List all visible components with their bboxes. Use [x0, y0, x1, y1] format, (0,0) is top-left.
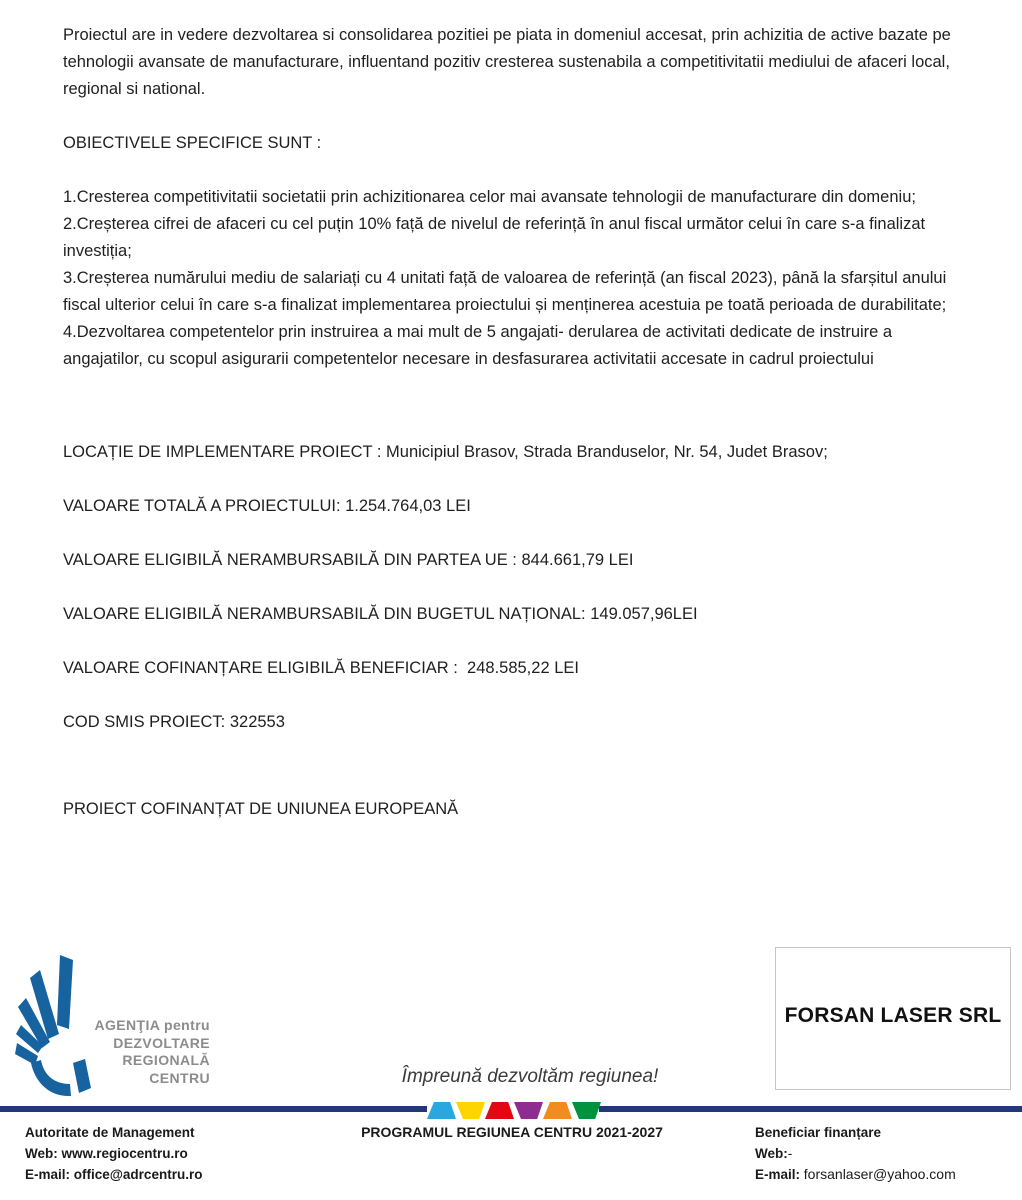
- management-authority-web: Web: www.regiocentru.ro: [25, 1146, 188, 1161]
- ribbon-trapezoid: [485, 1102, 514, 1119]
- total-value-line: VALOARE TOTALĂ A PROIECTULUI: 1.254.764,03 LEI: [63, 497, 471, 515]
- adr-logo-line3: REGIONALĂ: [122, 1052, 210, 1068]
- beneficiary-title: Beneficiar finanțare: [755, 1125, 882, 1140]
- beneficiary-email-line: [755, 1164, 956, 1185]
- objectives-list: [63, 184, 963, 373]
- objective-item: 2.Creșterea cifrei de afaceri cu cel puțin 10% față de nivelul de referință în anul fiscal următor celui în care s-a finalizat investiția;: [63, 215, 926, 260]
- adr-logo-text: [94, 1017, 210, 1087]
- document-body: [63, 22, 963, 823]
- program-ribbon: [427, 1102, 599, 1119]
- region-tagline: Împreună dezvoltăm regiunea!: [401, 1066, 659, 1087]
- location-line: LOCAȚIE DE IMPLEMENTARE PROIECT : Municipiul Brasov, Strada Branduselor, Nr. 54, Judet Brasov;: [63, 443, 828, 461]
- beneficiary-web-line: [755, 1143, 956, 1164]
- adr-centru-logo: [15, 953, 210, 1101]
- beneficiary-box: [775, 947, 1011, 1090]
- adr-logo-line4: CENTRU: [149, 1069, 210, 1086]
- objective-item: 1.Cresterea competitivitatii societatii prin achizitionarea celor mai avansate tehnologii de manufacturare din domeniu;: [63, 188, 916, 206]
- objectives-heading: OBIECTIVELE SPECIFICE SUNT :: [63, 134, 322, 152]
- beneficiary-web-value: -: [787, 1146, 793, 1161]
- ribbon-trapezoid: [427, 1102, 456, 1119]
- adr-fan-icon: [15, 953, 100, 1101]
- beneficiary-contact-block: [755, 1122, 956, 1185]
- ribbon-trapezoid: [543, 1102, 572, 1119]
- beneficiary-email-label: E-mail:: [755, 1167, 801, 1182]
- management-authority-email: E-mail: office@adrcentru.ro: [25, 1167, 203, 1182]
- beneficiary-name: FORSAN LASER SRL: [784, 1004, 1002, 1027]
- eu-value-line: VALOARE ELIGIBILĂ NERAMBURSABILĂ DIN PARTEA UE : 844.661,79 LEI: [63, 551, 634, 569]
- management-authority-title: Autoritate de Management: [25, 1125, 195, 1140]
- management-authority-block: [25, 1122, 202, 1185]
- smis-code-line: COD SMIS PROIECT: 322553: [63, 713, 285, 731]
- intro-paragraph: Proiectul are in vedere dezvoltarea si consolidarea pozitiei pe piata in domeniul accesat, prin achizitia de active bazate pe tehnologii avansate de manufacturare, influentand pozitiv cresterea sustenabila a competitivitatii mediului de afaceri local, regional si national.: [63, 26, 951, 98]
- adr-logo-line1: AGENŢIA pentru: [94, 1017, 210, 1033]
- national-value-line: VALOARE ELIGIBILĂ NERAMBURSABILĂ DIN BUGETUL NAȚIONAL: 149.057,96LEI: [63, 605, 698, 623]
- cofinancing-value-line: VALOARE COFINANȚARE ELIGIBILĂ BENEFICIAR : 248.585,22 LEI: [63, 659, 579, 677]
- cofinanced-by-eu-line: PROIECT COFINANȚAT DE UNIUNEA EUROPEANĂ: [63, 800, 459, 818]
- ribbon-trapezoid: [456, 1102, 485, 1119]
- program-title: PROGRAMUL REGIUNEA CENTRU 2021-2027: [361, 1124, 663, 1140]
- objective-item: 4.Dezvoltarea competentelor prin instruirea a mai mult de 5 angajati- derularea de activitati dedicate de instruire a angajatilor, cu scopul asigurarii competentelor necesare in desfasurarea activitatii accesate in cadrul proiectului: [63, 323, 893, 368]
- ribbon-trapezoid: [572, 1102, 601, 1119]
- beneficiary-email-value: forsanlaser@yahoo.com: [803, 1166, 956, 1182]
- objective-item: 3.Creșterea numărului mediu de salariați cu 4 unitati față de valoarea de referință (an fiscal 2023), până la sfarșitul anului fiscal ulterior celui în care s-a finalizat implementarea proiectului și menținerea acestuia pe toată perioada de durabilitate;: [63, 269, 947, 314]
- ribbon-trapezoid: [514, 1102, 543, 1119]
- beneficiary-web-label: Web:: [755, 1146, 788, 1161]
- adr-logo-line2: DEZVOLTARE: [113, 1034, 210, 1051]
